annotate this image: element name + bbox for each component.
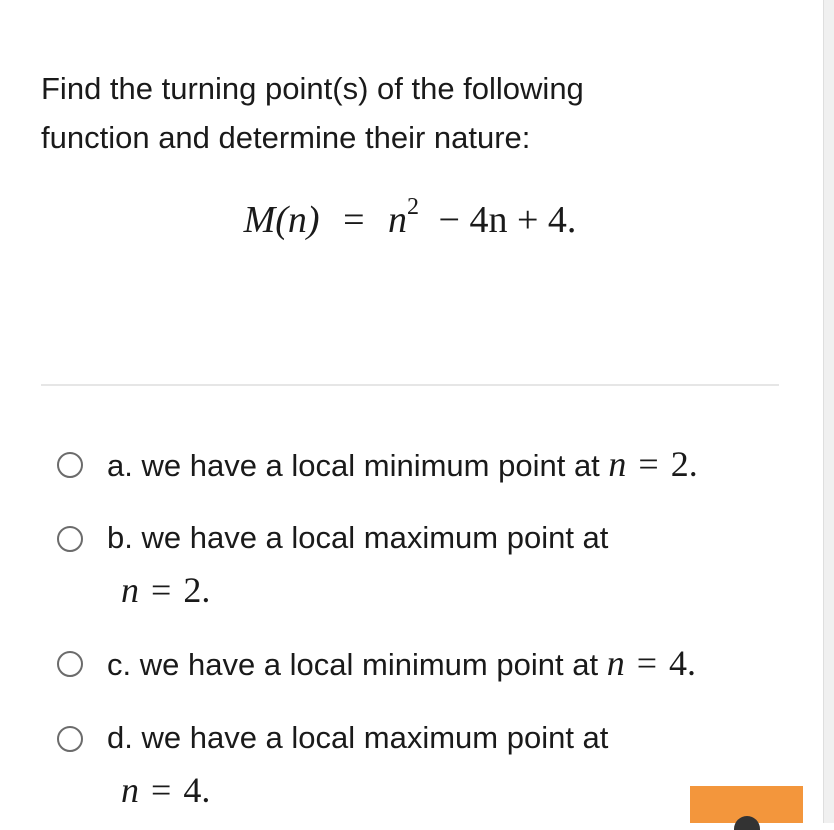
question-text: [41, 64, 691, 162]
function-equation: [0, 192, 820, 253]
option-c-var: n: [606, 643, 625, 683]
option-d-text[interactable]: [107, 712, 787, 816]
option-c-math: [607, 643, 696, 683]
option-b-equals: =: [151, 570, 172, 610]
option-c-label: c. we have a local minimum point at: [107, 647, 599, 682]
option-a-math: [608, 444, 697, 484]
equation-equals: =: [343, 199, 365, 241]
divider: [41, 384, 779, 386]
help-icon: [734, 816, 760, 830]
option-c-equals: =: [636, 643, 657, 683]
option-d-math: [107, 764, 787, 816]
radio-button-a[interactable]: [57, 452, 83, 478]
option-a-label: a. we have a local minimum point at: [107, 448, 600, 483]
option-d-value: 4.: [183, 770, 211, 810]
option-d[interactable]: [57, 712, 787, 816]
help-button[interactable]: [690, 786, 803, 823]
option-b[interactable]: [57, 512, 787, 616]
option-b-text[interactable]: [107, 512, 787, 616]
option-b-label: b. we have a local maximum point at: [107, 520, 609, 555]
option-d-label: d. we have a local maximum point at: [107, 720, 609, 755]
option-d-var: n: [121, 770, 139, 810]
option-a[interactable]: [57, 438, 787, 492]
radio-button-b[interactable]: [57, 526, 83, 552]
question-line-2: function and determine their nature:: [41, 120, 531, 155]
option-a-equals: =: [638, 444, 659, 484]
option-a-text[interactable]: [107, 438, 787, 492]
option-b-value: 2.: [183, 570, 211, 610]
radio-button-d[interactable]: [57, 726, 83, 752]
option-c[interactable]: [57, 637, 787, 691]
option-b-var: n: [121, 570, 139, 610]
option-a-var: n: [608, 444, 627, 484]
option-c-value: 4.: [669, 643, 696, 683]
option-b-math: [107, 564, 787, 616]
option-d-equals: =: [151, 770, 172, 810]
equation-lhs: M(n): [243, 199, 320, 241]
scrollbar-track[interactable]: [823, 0, 834, 823]
question-line-1: Find the turning point(s) of the following: [41, 71, 584, 106]
equation-rest: − 4n + 4.: [438, 199, 577, 241]
equation-exponent: 2: [407, 194, 420, 220]
radio-button-c[interactable]: [57, 651, 83, 677]
option-c-text[interactable]: [107, 637, 787, 691]
option-a-value: 2.: [670, 444, 698, 484]
equation-base: n: [388, 199, 408, 241]
